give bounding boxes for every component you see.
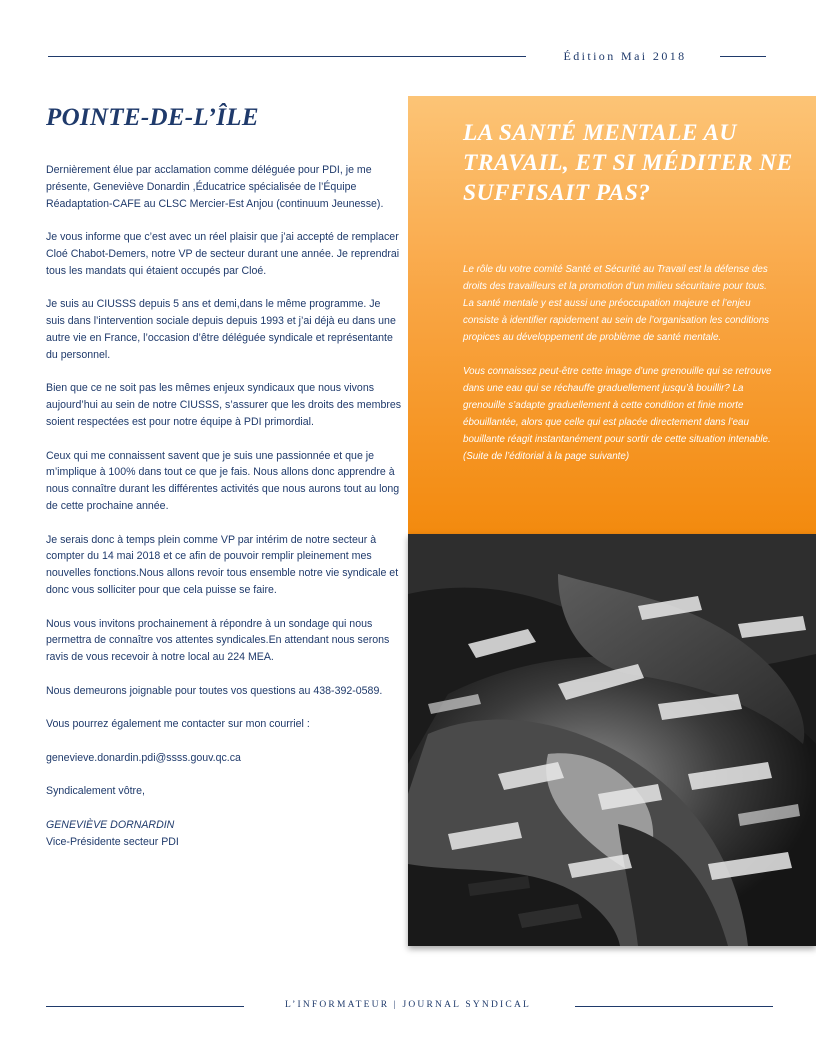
edition-label: Édition Mai 2018 <box>563 49 687 63</box>
editorial-body <box>463 261 775 482</box>
photo-illustration <box>408 534 816 946</box>
article-paragraph: Nous demeurons joignable pour toutes vos questions au 438-392-0589. <box>46 684 383 697</box>
article-paragraph: Bien que ce ne soit pas les mêmes enjeux syndicaux que nous vivons aujourd’hui au sein de notre CIUSSS, s’assurer que les droits des membres soient respectées est pour notre équipe à PDI primordial. <box>46 382 402 428</box>
footer-title: L’INFORMATEUR | JOURNAL SYNDICAL <box>284 1000 532 1010</box>
article-paragraph: Nous vous invitons prochainement à répondre à un sondage qui nous permettra de connaître vos attentes syndicales.En attendant nous serons ravis de vous recevoir à notre local au 224 MEA. <box>46 617 390 664</box>
footer-rule-right <box>575 1006 773 1007</box>
signature-name: GENEVIÈVE DORNARDIN <box>46 819 175 832</box>
editorial-paragraph: Vous connaissez peut-être cette image d’une grenouille qui se retrouve dans une eau qui se réchauffe graduellement jusqu’à bouillir? La grenouille s’adapte graduellement à cette condition et finie morte ébouillantée, alors que celle qui est placée directement dans l’eau bouillante réagit instantanément pour sortir de cette situation intenable. (Suite de l’éditorial à la page suivante) <box>463 366 772 462</box>
article-paragraph: Dernièrement élue par acclamation comme déléguée pour PDI, je me présente, Geneviève Donardin ,Éducatrice spécialisée de l’Équipe Réadaptation-CAFE au CLSC Mercier-Est Anjou (continuum Jeunesse). <box>46 164 384 210</box>
editorial-photo <box>408 534 816 946</box>
header-rule-right <box>720 56 766 57</box>
editorial-paragraph: Le rôle du votre comité Santé et Sécurité au Travail est la défense des droits des travailleurs et la promotion d’un milieu sécuritaire pour tous. La santé mentale y est aussi une préoccupation majeure et l’enjeu consiste à identifier rapidement au sein de l’organisation les conditions propices au développement de problème de santé mentale. <box>463 264 770 343</box>
signature-role: Vice-Présidente secteur PDI <box>46 835 179 848</box>
editorial-title: LA SANTÉ MENTALE AU TRAVAIL, ET SI MÉDITER NE SUFFISAIT PAS? <box>463 120 793 206</box>
editorial-panel <box>408 96 816 534</box>
page-title: POINTE-DE-L’ÎLE <box>46 104 259 131</box>
footer-rule-left <box>46 1006 244 1007</box>
article-paragraph: Ceux qui me connaissent savent que je suis une passionnée et que je m’implique à 100% dans tout ce que je fais. Nous allons donc apprendre à nous connaître durant les différentes activités que nous aurons tout au long de cette prochaine année. <box>46 449 400 512</box>
article-paragraph: Syndicalement vôtre, <box>46 785 145 798</box>
article-column <box>46 102 402 851</box>
article-paragraph: Vous pourrez également me contacter sur mon courriel : <box>46 718 310 731</box>
contact-email: genevieve.donardin.pdi@ssss.gouv.qc.ca <box>46 751 241 764</box>
article-paragraph: Je suis au CIUSSS depuis 5 ans et demi,dans le même programme. Je suis dans l’intervention sociale depuis depuis 1993 et j’ai déjà eu dans une autre vie en France, l’occasion d’être déléguée syndicale et représentante du personnel. <box>46 298 396 361</box>
article-paragraph: Je serais donc à temps plein comme VP par intérim de notre secteur à compter du 14 mai 2018 et ce afin de pouvoir remplir pleinement mes nouvelles fonctions.Nous allons revoir tous ensemble notre vie syndicale et donc vous solliciter pour que cela puisse se faire. <box>46 533 399 596</box>
header-rule-left <box>48 56 526 57</box>
article-paragraph: Je vous informe que c’est avec un réel plaisir que j’ai accepté de remplacer Cloé Chabot-Demers, notre VP de secteur durant une année. Je reprendrai tous les mandats qui étaient occupés par Cloé. <box>46 231 400 277</box>
